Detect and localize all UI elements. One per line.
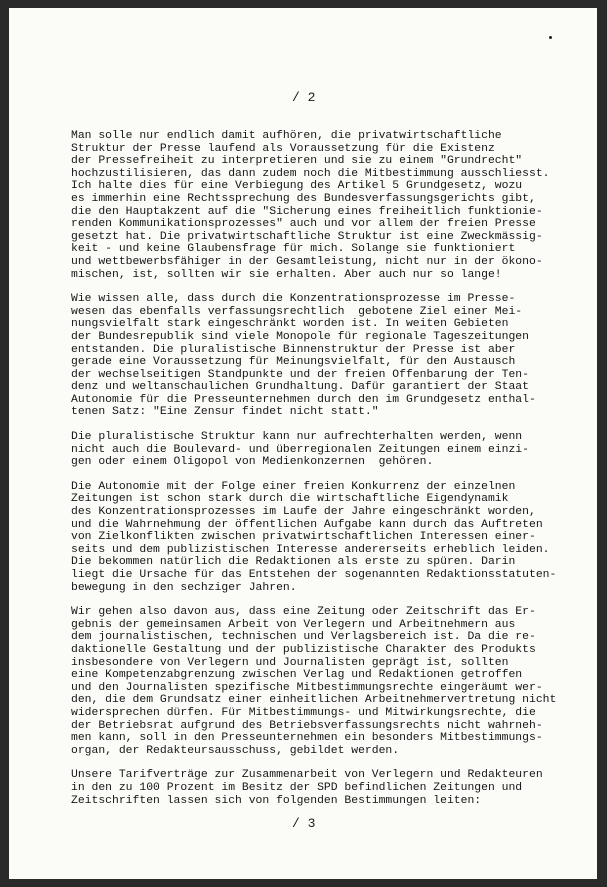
text-line: liegt die Ursache für das Entstehen der sogenannten Redaktionsstatuten- xyxy=(71,569,557,581)
text-line: Wie wissen alle, dass durch die Konzentrationsprozesse im Presse- xyxy=(71,293,516,306)
text-line: nicht auch die Boulevard- und überregionalen Zeitungen einem einzi- xyxy=(71,443,529,456)
text-line: Die Autonomie mit der Folge einer freien Konkurrenz der einzelnen xyxy=(71,480,516,493)
paragraph xyxy=(71,130,591,281)
text-line: renden Kommunikationsprozesses" auch und vor allem der freien Presse xyxy=(71,218,536,231)
text-line: die den Hauptakzent auf die "Sicherung eines freiheitlich funktionie- xyxy=(71,205,543,218)
document-page xyxy=(9,8,597,879)
text-line: der Betriebsrat aufgrund des Betriebsverfassungsrechts nicht wahrneh- xyxy=(71,719,543,732)
text-line: seits und dem publizistischen Interesse andererseits erheblich leiden. xyxy=(71,543,550,556)
text-line: wesen das ebenfalls verfassungsrechtlich gebotene Ziel einer Mei- xyxy=(71,305,523,318)
text-line: Struktur der Presse laufend als Voraussetzung für die Existenz xyxy=(71,142,495,155)
text-line: Zeitungen ist schon stark durch die wirtschaftliche Eigendynamik xyxy=(71,493,509,506)
text-line: Wir gehen also davon aus, dass eine Zeitung oder Zeitschrift das Er- xyxy=(71,606,536,619)
page-number: / 2 xyxy=(292,90,316,105)
text-line: dem journalistischen, technischen und Verlagsbereich ist. Da die re- xyxy=(71,631,536,644)
text-line: gesetzt hat. Die privatwirtschaftliche Struktur ist eine Zweckmässig- xyxy=(71,230,543,243)
text-line: denz und weltanschaulichen Grundhaltung. Dafür garantiert der Staat xyxy=(71,381,529,394)
text-line: organ, der Redakteursausschuss, gebildet werden. xyxy=(71,744,400,757)
text-line: des Konzentrationsprozesses im Laufe der Jahre eingeschränkt worden, xyxy=(71,506,536,519)
text-line: Die bekommen natürlich die Redaktionen als erste zu spüren. Darin xyxy=(71,556,516,569)
next-page-marker: / 3 xyxy=(292,816,316,831)
paragraph xyxy=(71,606,591,757)
text-line: nungsvielfalt stark eingeschränkt worden ist. In weiten Gebieten xyxy=(71,318,509,331)
scan-speck xyxy=(549,36,552,39)
text-line: keit - und keine Glaubensfrage für mich. Solange sie funktioniert xyxy=(71,243,516,256)
paragraph xyxy=(71,769,591,807)
text-line: eine Kompetenzabgrenzung zwischen Verlag und Redaktionen getroffen xyxy=(71,669,523,682)
text-line: men kann, soll in den Presseunternehmen ein besonders Mitbestimmungs- xyxy=(71,732,543,745)
text-line: hochzustilisieren, das dann zudem noch die Mitbestimmung ausschliesst. xyxy=(71,167,550,180)
text-line: Man solle nur endlich damit aufhören, die privatwirtschaftliche xyxy=(71,130,502,142)
text-line: den, die dem Grundsatz einer einheitlichen Arbeitnehmervertretung nicht xyxy=(71,694,557,707)
text-line: Autonomie für die Presseunternehmen durch den im Grundgesetz enthal- xyxy=(71,393,536,406)
text-line: gen oder einem Oligopol von Medienkonzernen gehören. xyxy=(71,456,434,469)
text-line: gebnis der gemeinsamen Arbeit von Verlegern und Arbeitnehmern aus xyxy=(71,618,516,631)
text-line: insbesondere von Verlegern und Journalisten geprägt ist, sollten xyxy=(71,656,509,669)
text-line: Unsere Tarifverträge zur Zusammenarbeit von Verlegern und Redakteuren xyxy=(71,769,543,782)
text-line: Die pluralistische Struktur kann nur aufrechterhalten werden, wenn xyxy=(71,431,523,444)
paragraph xyxy=(71,431,591,469)
text-line: der Pressefreiheit zu interpretieren und sie zu einem "Grundrecht" xyxy=(71,155,523,168)
text-line: und den Journalisten spezifische Mitbestimmungsrechte eingeräumt wer- xyxy=(71,681,543,694)
text-line: bewegung in den sechziger Jahren. xyxy=(71,581,297,594)
text-line: der Bundesrepublik sind viele Monopole für regionale Tageszeitungen xyxy=(71,330,529,343)
text-line: mischen, ist, sollten wir sie erhalten. Aber auch nur so lange! xyxy=(71,268,502,281)
text-line: tenen Satz: "Eine Zensur findet nicht statt." xyxy=(71,406,379,419)
text-line: entstanden. Die pluralistische Binnenstruktur der Presse ist aber xyxy=(71,343,516,356)
text-line: es immerhin eine Rechtssprechung des Bundesverfassungsgerichts gibt, xyxy=(71,192,536,205)
text-line: der wechselseitigen Standpunkte und der freien Offenbarung der Ten- xyxy=(71,368,529,381)
text-line: in den zu 100 Prozent im Besitz der SPD befindlichen Zeitungen und xyxy=(71,781,523,794)
text-line: Ich halte dies für eine Verbiegung des Artikel 5 Grundgesetz, wozu xyxy=(71,180,523,193)
paragraph xyxy=(71,293,591,419)
text-line: und wettbewerbsfähiger in der Gesamtleistung, nicht nur in der ökono- xyxy=(71,255,543,268)
text-line: daktionelle Gestaltung und der publizistische Charakter des Produkts xyxy=(71,643,536,656)
body-text xyxy=(71,130,591,807)
paragraph xyxy=(71,481,591,594)
text-line: Zeitschriften lassen sich von folgenden Bestimmungen leiten: xyxy=(71,794,482,807)
text-line: von Zielkonflikten zwischen privatwirtschaftlichen Interessen einer- xyxy=(71,531,536,544)
text-line: widersprechen dürfen. Für Mitbestimmungs- und Mitwirkungsrechte, die xyxy=(71,706,536,719)
text-line: gerade eine Voraussetzung für Meinungsvielfalt, für den Austausch xyxy=(71,356,516,369)
text-line: und die Wahrnehmung der öffentlichen Aufgabe kann durch das Auftreten xyxy=(71,518,543,531)
